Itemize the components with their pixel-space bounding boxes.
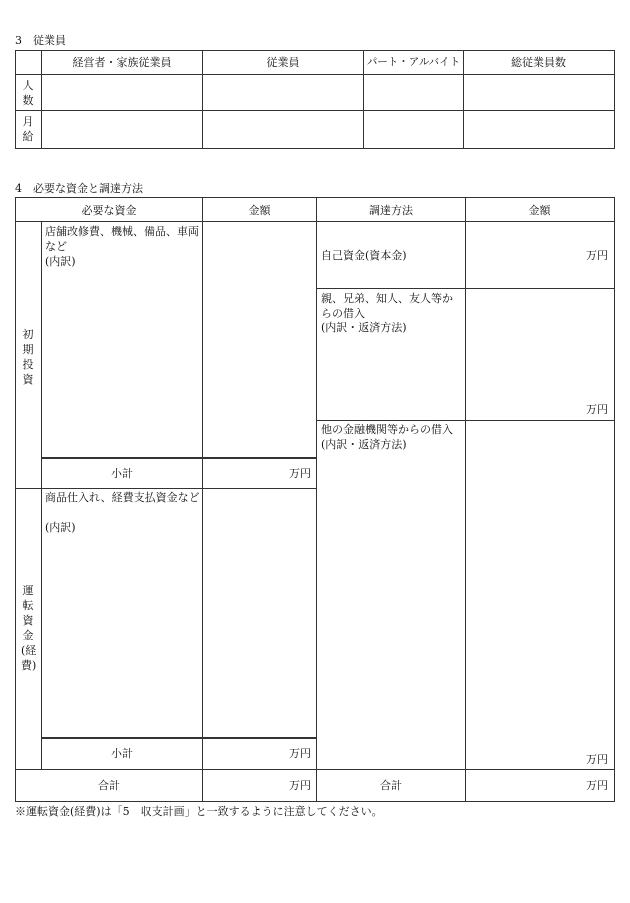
divider — [316, 420, 615, 421]
family-loan-unit: 万円 — [586, 403, 608, 416]
divider — [15, 221, 615, 222]
operating-funds-description: 商品仕入れ、経費支払資金など — [45, 491, 200, 504]
needed-total-label: 合計 — [98, 779, 120, 792]
initial-subtotal-label: 小計 — [111, 467, 133, 480]
operating-subtotal-unit: 万円 — [289, 747, 311, 760]
col-header-employees: 従業員 — [266, 56, 300, 69]
col-header-total-employees: 総従業員数 — [511, 56, 566, 69]
col-header-funding-method: 調達方法 — [369, 204, 413, 217]
divider — [15, 488, 316, 489]
divider — [202, 197, 203, 801]
section4-heading: 4 必要な資金と調達方法 — [15, 182, 143, 195]
initial-investment-breakdown: (内訳) — [45, 255, 76, 268]
section3-heading: 3 従業員 — [15, 34, 66, 47]
footnote: ※運転資金(経費)は「5 収支計画」と一致するように注意してください。 — [15, 805, 383, 818]
operating-funds-label: 運転資金(経費) — [21, 584, 37, 672]
col-header-family: 経営者・家族従業員 — [72, 56, 172, 69]
divider — [41, 457, 316, 459]
initial-investment-description: 店舗改修費、機械、備品、車両など — [45, 225, 199, 253]
row-label-salary: 月給 — [22, 115, 34, 143]
initial-investment-label: 初期投資 — [22, 328, 34, 386]
bank-loan-label: 他の金融機関等からの借入 — [321, 423, 453, 436]
initial-subtotal-unit: 万円 — [289, 467, 311, 480]
own-funds-label: 自己資金(資本金) — [321, 249, 407, 262]
divider — [15, 74, 615, 75]
divider — [41, 737, 316, 739]
col-header-needed-funds: 必要な資金 — [81, 204, 137, 217]
divider — [15, 769, 615, 770]
col-header-part-time: パート・アルバイト — [366, 56, 461, 68]
bank-loan-unit: 万円 — [586, 753, 608, 766]
funding-total-unit: 万円 — [586, 779, 608, 792]
col-header-amount-2: 金額 — [528, 204, 551, 217]
operating-funds-breakdown: (内訳) — [45, 521, 76, 534]
funding-total-label: 合計 — [380, 779, 402, 792]
family-loan-breakdown: (内訳・返済方法) — [321, 321, 407, 334]
own-funds-unit: 万円 — [586, 249, 608, 262]
row-label-headcount: 人数 — [22, 79, 34, 107]
family-loan-label: 親、兄弟、知人、友人等からの借入 — [321, 292, 453, 320]
col-header-amount-1: 金額 — [248, 204, 271, 217]
divider — [316, 288, 615, 289]
bank-loan-breakdown: (内訳・返済方法) — [321, 438, 407, 451]
operating-subtotal-label: 小計 — [111, 747, 133, 760]
divider — [41, 221, 42, 769]
needed-total-unit: 万円 — [289, 779, 311, 792]
divider — [15, 110, 615, 111]
